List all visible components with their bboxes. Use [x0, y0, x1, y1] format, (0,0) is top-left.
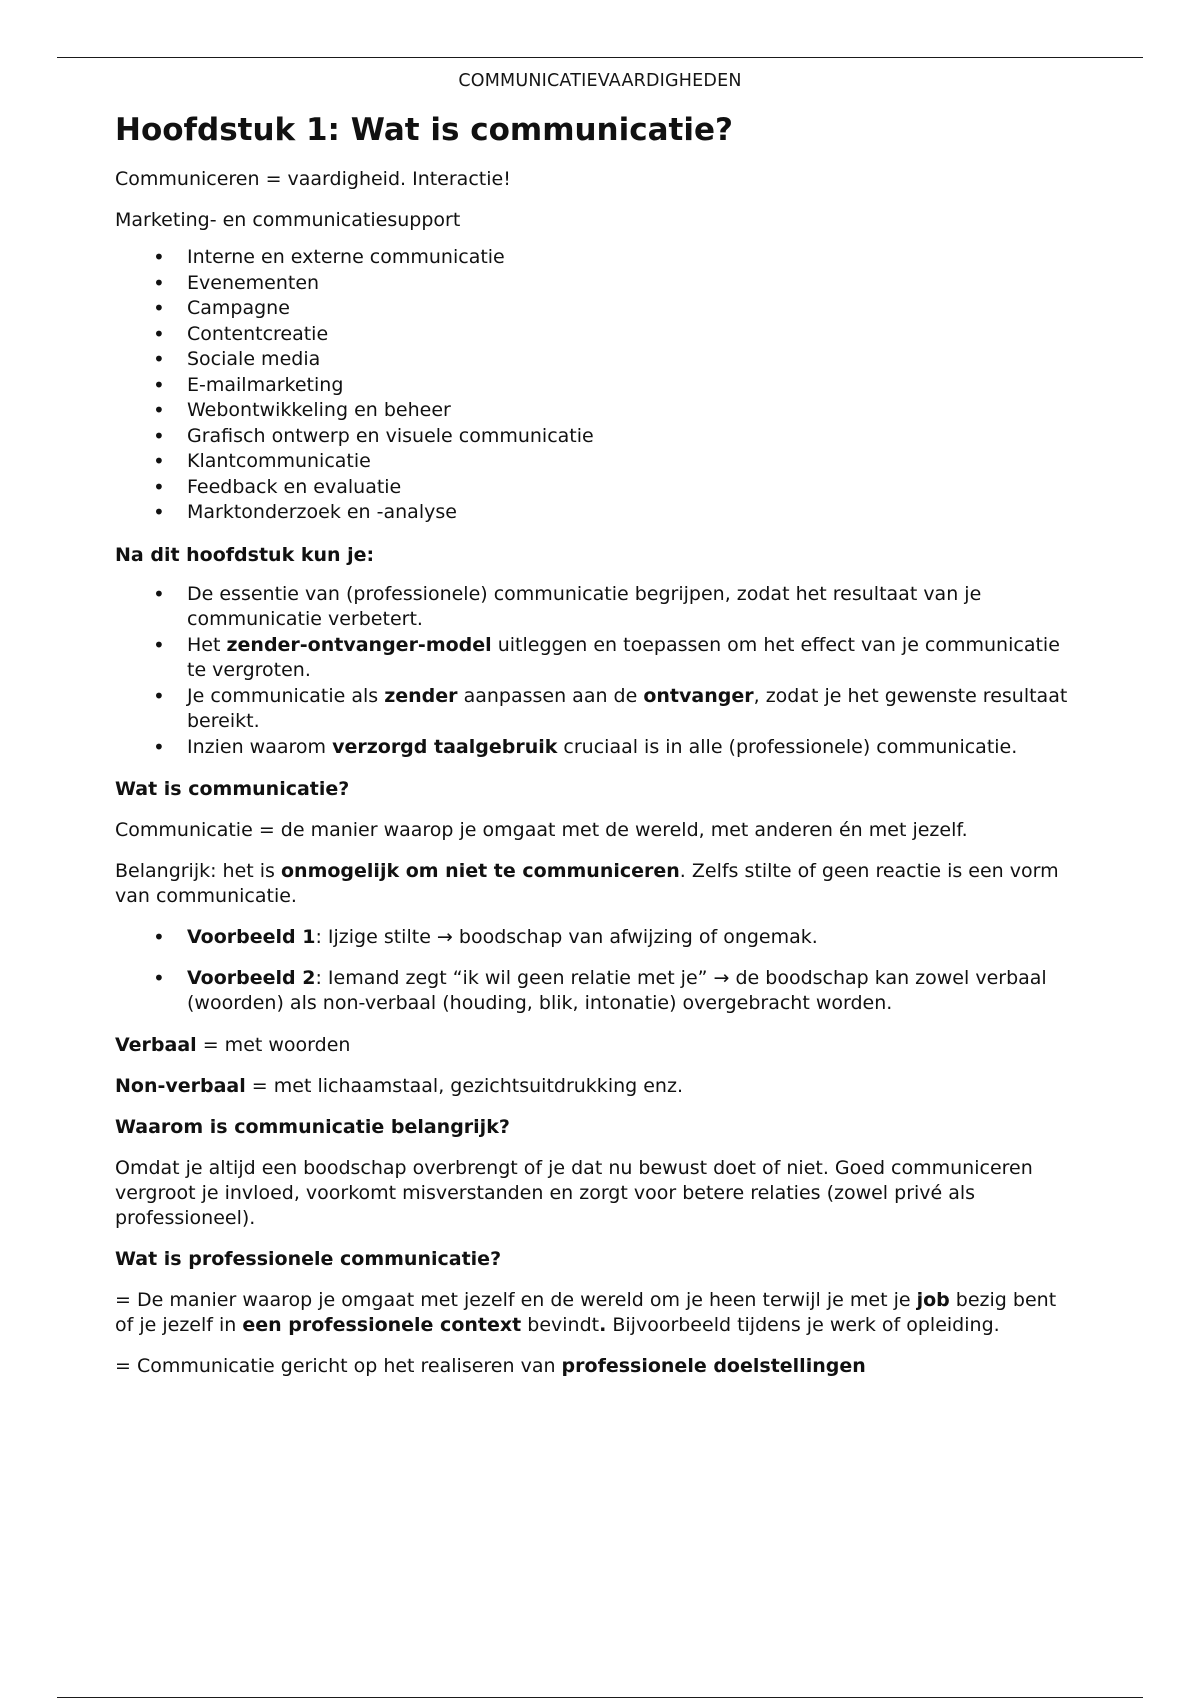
verbal-definition: Verbaal = met woorden — [115, 1034, 351, 1056]
professional-definition-1: = De manier waarop je omgaat met jezelf en de wereld om je heen terwijl je met je job bezig bent of je jezelf in een professionele context bevindt. Bijvoorbeeld tijdens je werk of opleiding. — [115, 1289, 1057, 1336]
bottom-rule — [57, 1697, 1143, 1698]
goal-item: • Het zender-ontvanger-model uitleggen en toepassen om het effect van je communicatie te vergroten. — [187, 633, 1075, 684]
list-item: • Webontwikkeling en beheer — [187, 398, 1075, 424]
example-item: • Voorbeeld 2: Iemand zegt “ik wil geen relatie met je” → de boodschap kan zowel verbaal (woorden) als non-verbaal (houding, blik, intonatie) overgebracht worden. — [187, 966, 1075, 1016]
section-heading-professional: Wat is professionele communicatie? — [115, 1248, 502, 1270]
goal-item: • Inzien waarom verzorgd taalgebruik cruciaal is in alle (professionele) communicatie. — [187, 735, 1075, 761]
list-item: • Evenementen — [187, 271, 1075, 297]
nonverbal-definition: Non-verbaal = met lichaamstaal, gezichtsuitdrukking enz. — [115, 1075, 683, 1097]
list-item: • Marktonderzoek en -analyse — [187, 500, 1075, 526]
professional-definition-2: = Communicatie gericht op het realiseren van professionele doelstellingen — [115, 1355, 866, 1377]
important-text: Belangrijk: het is onmogelijk om niet te communiceren. Zelfs stilte of geen reactie is een vorm van communicatie. — [115, 860, 1059, 907]
section-heading-why: Waarom is communicatie belangrijk? — [115, 1116, 510, 1138]
document-body — [115, 110, 1075, 1395]
goal-item: • Je communicatie als zender aanpassen aan de ontvanger, zodat je het gewenste resultaat bereikt. — [187, 684, 1075, 735]
list-item: • Klantcommunicatie — [187, 449, 1075, 475]
support-heading: Marketing- en communicatiesupport — [115, 209, 461, 231]
top-rule — [57, 57, 1143, 58]
section-heading-what: Wat is communicatie? — [115, 778, 350, 800]
chapter-title: Hoofdstuk 1: Wat is communicatie? — [115, 112, 734, 148]
support-list — [115, 245, 1075, 526]
list-item: • Sociale media — [187, 347, 1075, 373]
list-item: • Grafisch ontwerp en visuele communicatie — [187, 424, 1075, 450]
example-item: • Voorbeeld 1: Ijzige stilte → boodschap van afwijzing of ongemak. — [187, 925, 1075, 950]
list-item: • Feedback en evaluatie — [187, 475, 1075, 501]
why-text: Omdat je altijd een boodschap overbrengt of je dat nu bewust doet of niet. Goed communiceren vergroot je invloed, voorkomt misverstanden en zorgt voor betere relaties (zowel privé als professioneel). — [115, 1157, 1033, 1229]
examples-list — [115, 925, 1075, 1016]
list-item: • Campagne — [187, 296, 1075, 322]
goal-item: • De essentie van (professionele) communicatie begrijpen, zodat het resultaat van je communicatie verbetert. — [187, 582, 1075, 633]
goals-heading: Na dit hoofdstuk kun je: — [115, 543, 375, 566]
definition-text: Communicatie = de manier waarop je omgaat met de wereld, met anderen én met jezelf. — [115, 819, 968, 841]
running-header: COMMUNICATIEVAARDIGHEDEN — [458, 71, 742, 91]
list-item: • Contentcreatie — [187, 322, 1075, 348]
intro-line: Communiceren = vaardigheid. Interactie! — [115, 168, 511, 190]
goals-list — [115, 582, 1075, 761]
list-item: • Interne en externe communicatie — [187, 245, 1075, 271]
list-item: • E-mailmarketing — [187, 373, 1075, 399]
